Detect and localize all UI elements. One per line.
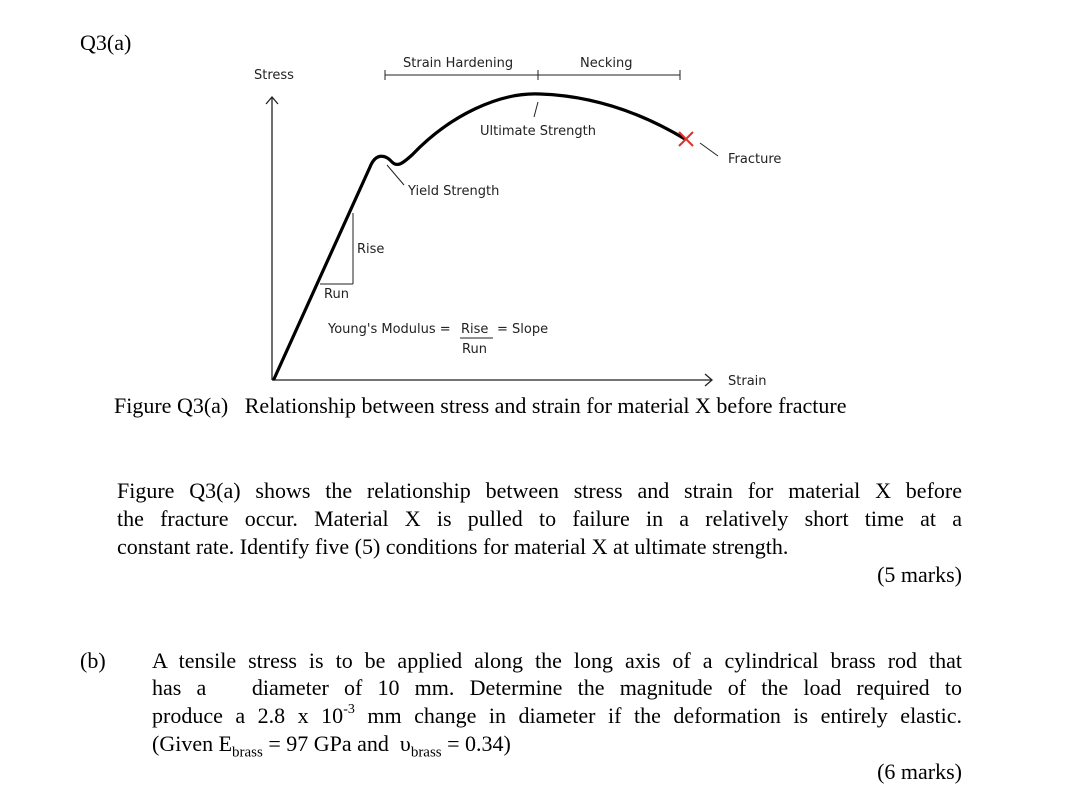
given-sub-nu: brass xyxy=(410,744,442,761)
fracture-leader-line xyxy=(700,143,718,156)
figure-caption: Figure Q3(a) Relationship between stress and strain for material X before fracture xyxy=(114,393,847,418)
marks-b: (6 marks) xyxy=(877,759,962,784)
line3-post: mm change in diameter if the deformation is entirely elastic. xyxy=(354,703,962,728)
question-a-line-1: Figure Q3(a) shows the relationship between stress and strain for material X before xyxy=(117,478,962,503)
question-a-line-2: the fracture occur. Material X is pulled to failure in a relatively short time at a xyxy=(117,506,962,531)
rise-label: Rise xyxy=(357,242,385,257)
stress-strain-figure xyxy=(0,0,1080,400)
yield-strength-label: Yield Strength xyxy=(408,184,500,199)
modulus-denominator: Run xyxy=(462,342,487,357)
modulus-suffix: = Slope xyxy=(497,322,549,337)
given-sub-e: brass xyxy=(232,744,263,761)
modulus-numerator: Rise xyxy=(461,322,489,337)
question-a-line-3: constant rate. Identify five (5) conditions for material X at ultimate strength. xyxy=(117,534,789,559)
marks-a: (5 marks) xyxy=(877,562,962,587)
question-b-line-1: A tensile stress is to be applied along the long axis of a cylindrical brass rod that xyxy=(152,648,962,673)
necking-label: Necking xyxy=(580,56,633,71)
question-b-given xyxy=(152,730,511,761)
question-b-line-3 xyxy=(152,702,962,730)
ultimate-strength-label: Ultimate Strength xyxy=(480,124,596,139)
ultimate-strength-leader-line xyxy=(534,102,538,117)
exponent: -3 xyxy=(343,701,355,717)
y-axis-label: Stress xyxy=(254,68,294,83)
line3-pre: produce a 2.8 x 10 xyxy=(152,703,344,728)
given-open: (Given E xyxy=(152,731,233,756)
strain-hardening-label: Strain Hardening xyxy=(403,56,514,71)
x-axis-label: Strain xyxy=(728,374,767,389)
given-mid: = 97 GPa and υ xyxy=(262,731,411,756)
yield-strength-leader-line xyxy=(387,165,404,185)
fracture-label: Fracture xyxy=(728,152,782,167)
question-b-label: (b) xyxy=(80,648,106,673)
question-label: Q3(a) xyxy=(80,30,132,55)
question-b-line-2: has a diameter of 10 mm. Determine the magnitude of the load required to xyxy=(152,675,962,700)
modulus-prefix: Young's Modulus = xyxy=(328,322,451,337)
given-end: = 0.34) xyxy=(441,731,511,756)
run-label: Run xyxy=(324,287,349,302)
